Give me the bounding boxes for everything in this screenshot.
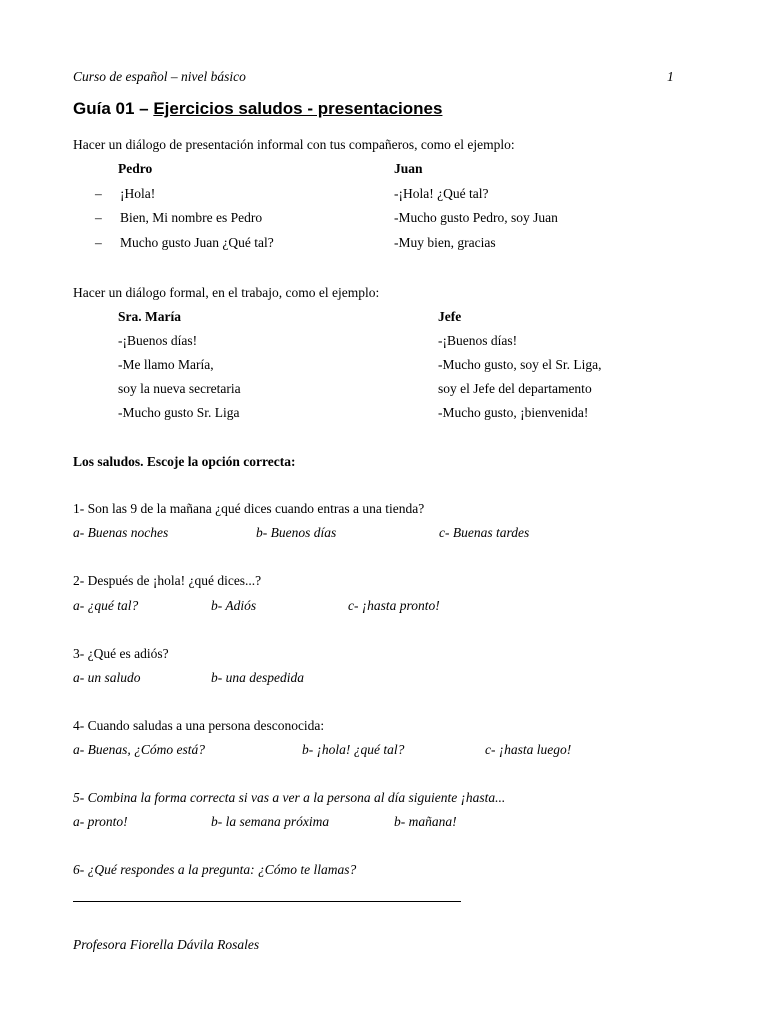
informal-col2-header: Juan bbox=[394, 161, 423, 176]
q1-option-b: b- Buenos días bbox=[256, 525, 337, 540]
question-2: 2- Después de ¡hola! ¿qué dices...? bbox=[73, 573, 262, 588]
page-title bbox=[73, 99, 442, 119]
informal-left-1: ¡Hola! bbox=[120, 186, 156, 201]
informal-col1-header: Pedro bbox=[118, 161, 153, 176]
informal-right-2: -Mucho gusto Pedro, soy Juan bbox=[394, 210, 558, 225]
formal-left-2: -Me llamo María, bbox=[118, 357, 214, 372]
q1-option-c: c- Buenas tardes bbox=[439, 525, 530, 540]
q5-option-c: b- mañana! bbox=[394, 814, 457, 829]
formal-right-4: -Mucho gusto, ¡bienvenida! bbox=[438, 405, 589, 420]
informal-instruction: Hacer un diálogo de presentación informal con tus compañeros, como el ejemplo: bbox=[73, 137, 515, 152]
q5-option-b: b- la semana próxima bbox=[211, 814, 330, 829]
formal-col2-header: Jefe bbox=[438, 309, 462, 324]
q2-option-c: c- ¡hasta pronto! bbox=[348, 598, 440, 613]
formal-instruction: Hacer un diálogo formal, en el trabajo, como el ejemplo: bbox=[73, 285, 380, 300]
formal-left-4: -Mucho gusto Sr. Liga bbox=[118, 405, 240, 420]
q4-option-c: c- ¡hasta luego! bbox=[485, 742, 572, 757]
informal-left-2: Bien, Mi nombre es Pedro bbox=[120, 210, 263, 225]
question-4: 4- Cuando saludas a una persona desconocida: bbox=[73, 718, 325, 733]
informal-left-3: Mucho gusto Juan ¿Qué tal? bbox=[120, 235, 274, 250]
bullet: – bbox=[95, 235, 102, 250]
q2-option-b: b- Adiós bbox=[211, 598, 257, 613]
q3-option-b: b- una despedida bbox=[211, 670, 304, 685]
formal-right-2: -Mucho gusto, soy el Sr. Liga, bbox=[438, 357, 602, 372]
title-underlined: Ejercicios saludos - presentaciones bbox=[153, 99, 443, 118]
course-header: Curso de español – nivel básico bbox=[73, 69, 246, 84]
q1-option-a: a- Buenas noches bbox=[73, 525, 169, 540]
formal-left-1: -¡Buenos días! bbox=[118, 333, 198, 348]
quiz-heading: Los saludos. Escoje la opción correcta: bbox=[73, 454, 296, 469]
formal-right-1: -¡Buenos días! bbox=[438, 333, 518, 348]
q4-option-b: b- ¡hola! ¿qué tal? bbox=[302, 742, 405, 757]
informal-right-1: -¡Hola! ¿Qué tal? bbox=[394, 186, 489, 201]
formal-left-3: soy la nueva secretaria bbox=[118, 381, 241, 396]
question-3: 3- ¿Qué es adiós? bbox=[73, 646, 169, 661]
formal-right-3: soy el Jefe del departamento bbox=[438, 381, 592, 396]
q2-option-a: a- ¿qué tal? bbox=[73, 598, 139, 613]
question-6: 6- ¿Qué respondes a la pregunta: ¿Cómo te llamas? bbox=[73, 862, 357, 877]
formal-col1-header: Sra. María bbox=[118, 309, 181, 324]
author-footer: Profesora Fiorella Dávila Rosales bbox=[73, 937, 260, 952]
page-number: 1 bbox=[667, 69, 674, 84]
bullet: – bbox=[95, 186, 102, 201]
title-prefix: Guía 01 – bbox=[73, 99, 154, 118]
bullet: – bbox=[95, 210, 102, 225]
question-1: 1- Son las 9 de la mañana ¿qué dices cuando entras a una tienda? bbox=[73, 501, 425, 516]
q3-option-a: a- un saludo bbox=[73, 670, 141, 685]
informal-right-3: -Muy bien, gracias bbox=[394, 235, 496, 250]
question-5: 5- Combina la forma correcta si vas a ver a la persona al día siguiente ¡hasta... bbox=[73, 790, 506, 805]
q4-option-a: a- Buenas, ¿Cómo está? bbox=[73, 742, 205, 757]
q5-option-a: a- pronto! bbox=[73, 814, 128, 829]
answer-line[interactable] bbox=[73, 901, 461, 902]
